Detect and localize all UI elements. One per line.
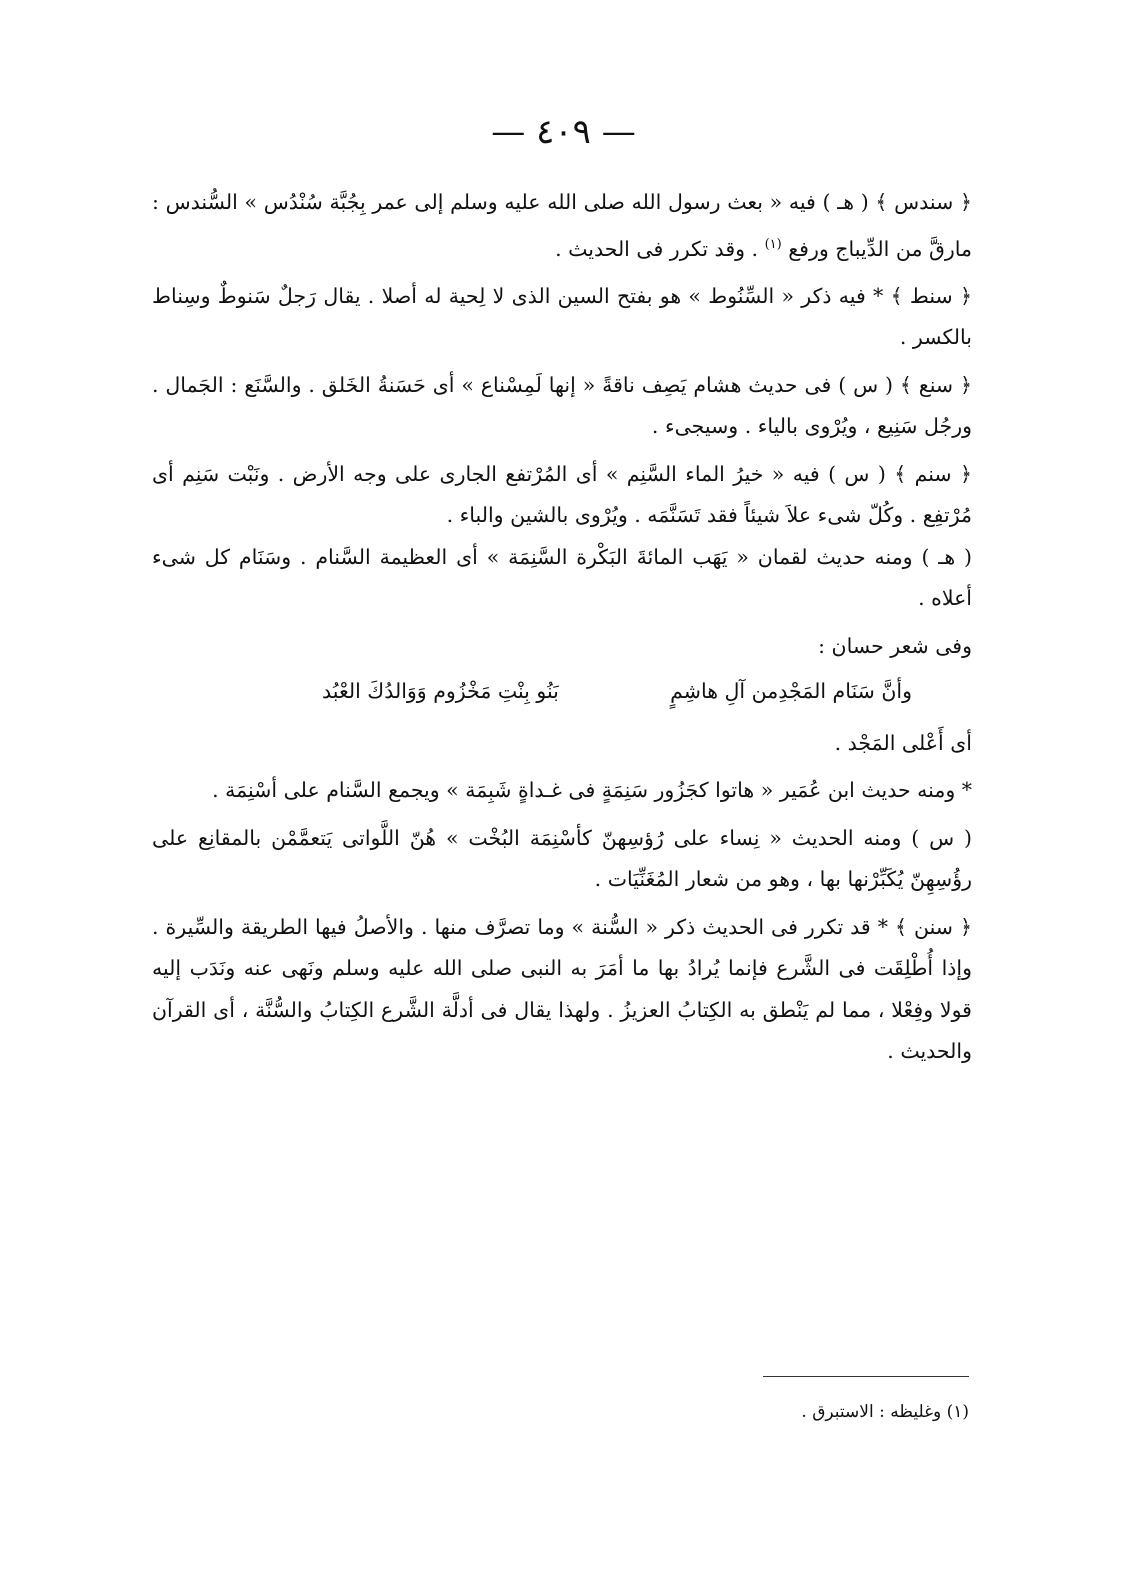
entry-head: ﴿ سنم ﴾ — [894, 461, 972, 486]
paragraph-luqman: ( هـ ) ومنه حديث لقمان « يَهَب المائةَ البَكْرة السَّنِمَة » أى العظيمة السَّنام . وسَنَام كل شىء أعلاه . — [152, 544, 972, 611]
entry-head: ﴿ سندس ﴾ — [875, 190, 972, 214]
verse-second-hemistich: بَنُو بِنْتِ مَخْزُوم وَوَالدُكَ العْبُد — [322, 679, 559, 704]
footnote: (١) وغليظه : الاستبرق . — [801, 1402, 969, 1422]
page-number: — ٤٠٩ — — [491, 112, 636, 152]
footnote-divider — [763, 1376, 969, 1377]
entry-head: ﴿ سنن ﴾ — [894, 914, 972, 939]
paragraph-ibn-umair: * ومنه حديث ابن عُمَير « هاتوا كجَزُور سَنِمَةٍ فى غـداةٍ شَبِمَة » ويجمع السَّنام على أسْنِمَة . — [212, 778, 972, 803]
entry-text: ( س ) فيه « خيرُ الماء السَّنِم » أى المُرْتفع الجارى على وجه الأرض . ونَبْت سَنِم أى مُرْتفِع . وكُلّ شىء علاَ شيئاً فقد تَسَنَّمَه . ويُرْوى بالشين والباء . — [152, 461, 972, 528]
footnote-marker: (١) — [764, 236, 782, 252]
entry-sunan — [152, 907, 972, 1073]
poetry-verse — [322, 671, 912, 713]
entry-text: * قد تكرر فى الحديث ذكر « السُّنة » وما تصرَّف منها . والأصلُ فيها الطريقة والسِّيرة . وإذا أُطْلِقَت فى الشَّرع فإنما يُرادُ بها ما أمَرَ به النبى صلى الله عليه وسلم ونَهى عنه ونَدَب إليه قولا وفِعْلا ، مما لم يَنْطق به الكِتابُ العزيزُ . ولهذا يقال فى أدلَّة الشَّرع الكِتابُ والسُّنَّة ، أى القرآن والحديث . — [152, 914, 972, 1064]
entry-head: ﴿ سنع ﴾ — [899, 372, 972, 397]
paragraph-ala-majd: أى أَعْلى المَجْد . — [834, 730, 972, 755]
entry-sanam — [152, 454, 972, 537]
paragraph-hassan: وفى شعر حسان : — [818, 633, 972, 658]
entry-sundus — [152, 182, 972, 270]
body-text — [152, 182, 972, 1079]
entry-sunt — [152, 276, 972, 359]
verse-first-hemistich: وأنَّ سَنَام المَجْدِمن آلِ هاشِمٍ — [670, 679, 912, 704]
entry-head: ﴿ سنط ﴾ — [890, 283, 972, 308]
entry-text-after: . وقد تكرر فى الحديث . — [555, 236, 759, 261]
entry-sana — [152, 365, 972, 448]
entry-text: ( س ) فى حديث هشام يَصِف ناقةً « إنها لَمِسْناع » أى حَسَنةُ الخَلق . والسَّنَع : الجَمال . ورجُل سَنِيع ، ويُرْوى بالياء . وسيجىء . — [152, 372, 972, 439]
entry-text: * فيه ذكر « السِّنُوط » هو بفتح السين الذى لا لِحية له أصلا . يقال رَجلٌ سَنوطٌ وسِناط بالكسر . — [152, 283, 972, 350]
entry-text: ( هـ ) فيه « بعث رسول الله صلى الله عليه وسلم إلى عمر بِجُبَّة سُنْدُس » السُّندس : مارقَّ من الدِّيباج ورفع — [152, 190, 972, 261]
paragraph-nisaa: ( س ) ومنه الحديث « نِساء على رُؤسِهنّ كأسْنِمَة البُخْت » هُنّ اللَّواتى يَتعمَّمْن بالمقانِع على رؤُسِهِنّ يُكَبِّرْنها بها ، وهو من شعار المُغَنِّيَات . — [152, 825, 972, 892]
